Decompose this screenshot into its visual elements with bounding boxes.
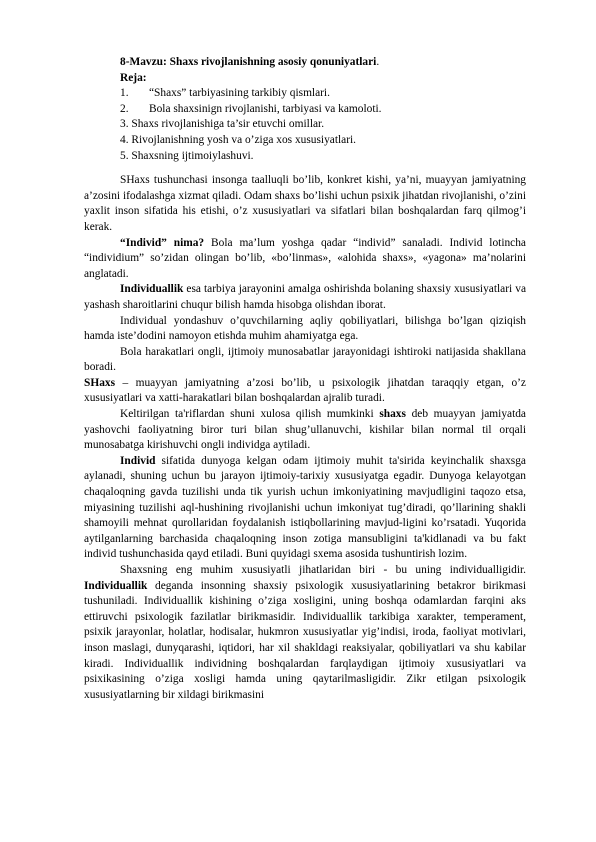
title-text: 8-Mavzu: Shaxs rivojlanishning asosiy qonuniyatlari — [120, 56, 377, 68]
plan-item — [120, 102, 526, 118]
paragraph-inline-term: shaxs — [379, 408, 406, 421]
plan-item-text: 3. Shaxs rivojlanishiga ta’sir etuvchi omillar. — [120, 118, 325, 131]
plan-item-text: 5. Shaxsning ijtimoiylashuvi. — [120, 149, 254, 162]
paragraph-text: Bola ma’lum yoshga qadar “individ” sanaladi. Individ lotincha “individium” so’zidan olingan bo’lib, «bo’linmas», «alohida shaxs», «yagona» ma’nolarini anglatadi. — [84, 236, 526, 280]
paragraph-text: sifatida dunyoga kelgan odam ijtimoiy muhit ta'sirida keyinchalik shaxsga aylanadi, shuning uchun bu jarayon ijtimoiy-tarixiy xususiyatga egadir. Dunyoga kelayotgan chaqaloqning gavda tuzilishi unda tik yurish uchun imkoniyatining mavjudligini taqozo etsa, miyasining tuzilishi aql-hushining rivojlanishi uchun imkoniyat tug’diradi, qo’llarining shakli shamoyili mehnat qurollaridan foydalanish istiqbollarining mavjud-ligini ko’rsatadi. Yuqorida aytilganlarning barchasida chaqaloqning inson zotiga mansubligini ta'kidlanadi va bu fakt individ tushunchasida qayd etiladi. Buni quyidagi sxema asosida tushuntirish lozim. — [84, 454, 526, 561]
plan-item-text: Bola shaxsinign rivojlanishi, tarbiyasi va kamoloti. — [149, 102, 382, 115]
paragraph-text: – muayyan jamiyatning a’zosi bo’lib, u psixologik jihatdan taraqqiy etgan, o’z xususiyatlari va xatti-harakatlari bilan boshqalardan ajralib turadi. — [84, 376, 526, 405]
paragraph-lead-term: Individuallik — [120, 283, 184, 296]
paragraph-lead-term: SHaxs — [84, 376, 116, 389]
document-body — [84, 55, 526, 703]
plan-item-number: 2. — [120, 102, 129, 115]
plan-label: Reja: — [120, 71, 147, 84]
title-period: . — [376, 56, 380, 68]
plan-item-number: 1. — [120, 87, 129, 100]
page-title — [120, 55, 526, 71]
paragraph-text: Keltirilgan ta'riflardan shuni xulosa qilish mumkinki — [120, 408, 380, 421]
paragraph-individuality — [84, 563, 526, 703]
paragraph-individual-approach — [84, 314, 526, 345]
paragraph-inline-term: Individuallik — [84, 579, 148, 592]
paragraph-lead-term: Individ — [120, 454, 156, 467]
plan-list — [84, 86, 526, 164]
paragraph-shaxs-definition — [84, 376, 526, 407]
paragraph-individ-question — [84, 236, 526, 283]
paragraph-text: Individual yondashuv o’quvchilarning aqliy qobiliyatlari, bilishga bo’lgan qiziqish hamda iste’dodini namoyon etishda muhim ahamiyatga ega. — [84, 314, 526, 343]
plan-item-text: 4. Rivojlanishning yosh va o’ziga xos xususiyatlari. — [120, 133, 357, 146]
paragraph-lead-term: “Individ” nima? — [120, 236, 205, 249]
paragraph-child-actions — [84, 345, 526, 376]
paragraph-shaxs-concept — [84, 173, 526, 235]
paragraph-individ-born — [84, 454, 526, 563]
paragraph-text: Shaxsning eng muhim xususiyatli jihatlaridan biri - bu uning individualligidir. — [120, 564, 526, 576]
plan-item-text: “Shaxs” tarbiyasining tarkibiy qismlari. — [149, 87, 330, 100]
paragraph-text: deganda insonning shaxsiy psixologik xususiyatlarining betakror birikmasi tushuniladi. Individuallik kishining o’ziga xosligini, uning boshqa odamlardan farqini aks ettiruvchi psixologik fazilatlar birikmasidir. Individuallik tarkibiga xarakter, temperament, psixik jarayonlar, holatlar, hodisalar, hukmron xususiyatlar yig’indisi, iroda, faoliyat motivlari, inson maslagi, dunyqarashi, iqtidori, har xil shakldagi reaksiyalar, qobiliyatlari va shu kabilar kiradi. Individuallik individning boshqalardan farqlaydigan ijtimoiy xususiyatlari va psixikasining o’ziga xosligi hamda uning qaytarilmasligidir. Zikr etilgan psixologik xususiyatlarning bir xildagi birikmasini — [84, 579, 526, 701]
plan-item — [120, 117, 526, 133]
paragraph-conclusion — [84, 407, 526, 454]
paragraph-text: Bola harakatlari ongli, ijtimoiy munosabatlar jarayonidagi ishtiroki natijasida shakllana boradi. — [84, 345, 526, 374]
plan-item — [120, 133, 526, 149]
paragraph-individuallik — [84, 282, 526, 313]
plan-item — [120, 149, 526, 165]
paragraph-text: deb muayyan jamiyatda yashovchi faoliyatning biror turi bilan shug’ullanuvchi, kishilar bilan normal til orqali munosabatga kirishuvchi ongli individga aytiladi. — [84, 408, 526, 452]
paragraph-text: SHaxs tushunchasi insonga taalluqli bo’lib, konkret kishi, ya’ni, muayyan jamiyatning a’zosini ifodalashga xizmat qiladi. Odam shaxs bo’lishi uchun psixik jihatdan rivojlanishi, o’zini yaxlit inson sifatida his etishi, o’z xususiyatlari va sifatlari bilan boshqalardan farq qilmog’i kerak. — [84, 174, 526, 233]
paragraph-text: esa tarbiya jarayonini amalga oshirishda bolaning shaxsiy xususiyatlari va yashash sharoitlarini chuqur bilish hamda hisobga olishdan iborat. — [84, 283, 526, 311]
plan-item — [120, 86, 526, 102]
section-gap — [84, 164, 526, 173]
